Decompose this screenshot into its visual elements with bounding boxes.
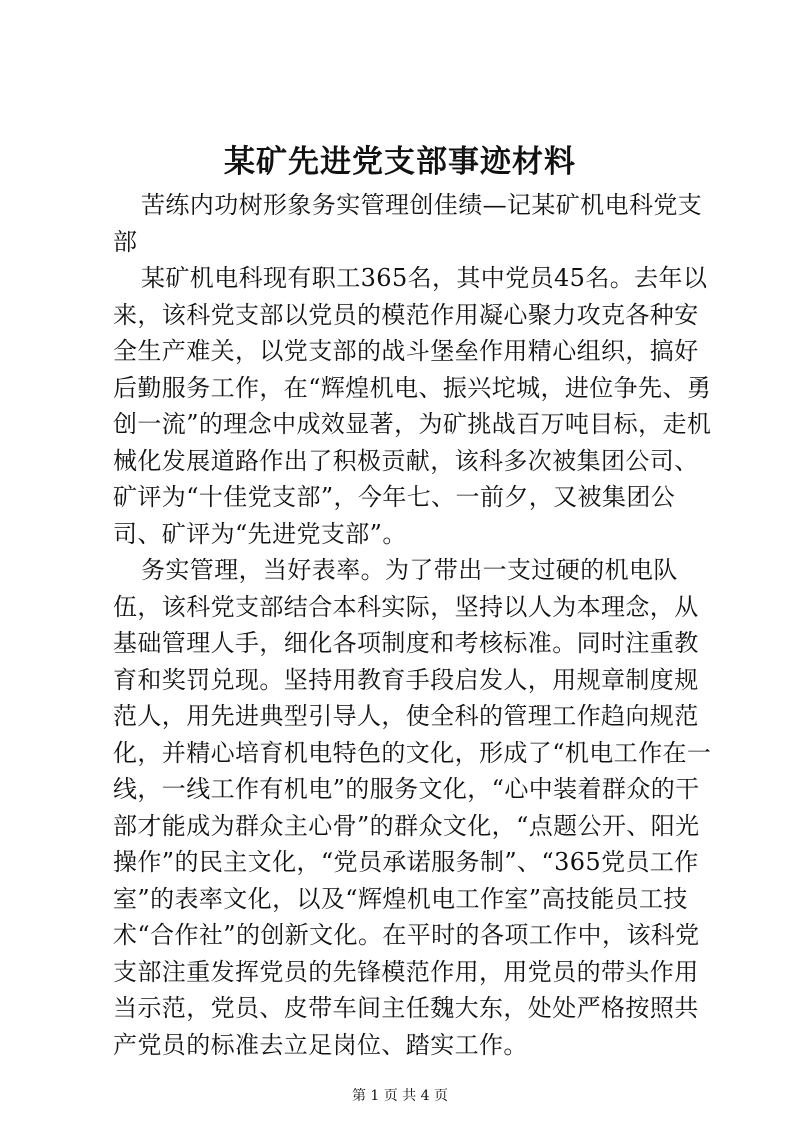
document-subtitle: 苦练内功树形象务实管理创佳绩—记某矿机电科党支部 <box>113 191 703 256</box>
paragraph-2: 务实管理，当好表率。为了带出一支过硬的机电队伍，该科党支部结合本科实际，坚持以人为本理念，从基础管理人手，细化各项制度和考核标准。同时注重教育和奖罚兑现。坚持用教育手段启发人，用规章制度规范人，用先进典型引导人，使全科的管理工作趋向规范化，并精心培育机电特色的文化，形成了“机电工作在一线，一线工作有机电”的服务文化，“心中装着群众的干部才能成为群众主心骨”的群众文化，“点题公开、阳光操作”的民主文化，“党员承诺服务制”、“365党员工作室”的表率文化，以及“辉煌机电工作室”高技能员工技术“合作社”的创新文化。在平时的各项工作中，该科党支部注重发挥党员的先锋模范作用，用党员的带头作用当示范，党员、皮带车间主任魏大东，处处严格按照共产党员的标准去立足岗位、踏实工作。 <box>113 556 712 1059</box>
page-footer: 第 1 页 共 4 页 <box>351 1088 449 1104</box>
document-body <box>113 187 721 1063</box>
paragraph-1: 某矿机电科现有职工365名，其中党员45名。去年以来，该科党支部以党员的模范作用凝心聚力攻克各种安全生产难关，以党支部的战斗堡垒作用精心组织，搞好后勤服务工作，在“辉煌机电、振兴坨城，进位争先、勇创一流”的理念中成效显著，为矿挑战百万吨目标，走机械化发展道路作出了积极贡献，该科多次被集团公司、矿评为“十佳党支部”，今年七、一前夕，又被集团公司、矿评为“先进党支部”。 <box>113 264 712 548</box>
document-title: 某矿先进党支部事迹材料 <box>224 144 576 180</box>
